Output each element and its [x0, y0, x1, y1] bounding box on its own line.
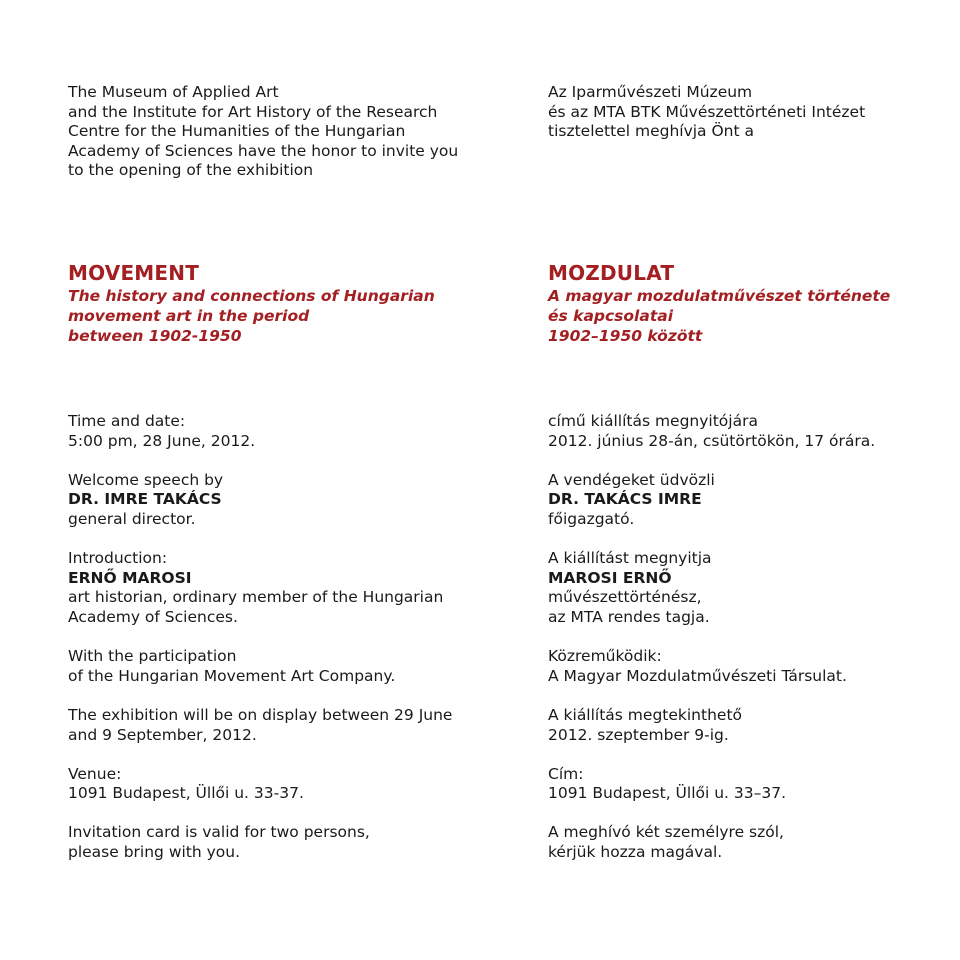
introduction-role-line: Academy of Sciences.: [68, 607, 238, 626]
introduction-role-line: art historian, ordinary member of the Hungarian: [68, 588, 444, 607]
introduction-section: [548, 549, 960, 627]
english-column: [68, 83, 488, 882]
card-note-line: A meghívó két személyre szól,: [548, 823, 784, 842]
participation-section: [68, 647, 488, 686]
time-section: [548, 412, 960, 451]
venue-address: 1091 Budapest, Üllői u. 33-37.: [68, 784, 304, 803]
venue-section: [548, 765, 960, 804]
participation-line: With the participation: [68, 647, 237, 666]
time-label: Time and date:: [68, 412, 186, 430]
display-line: and 9 September, 2012.: [68, 725, 257, 744]
intro-text: [68, 83, 488, 263]
hungarian-column: [548, 83, 960, 882]
intro-line: The Museum of Applied Art: [68, 83, 279, 101]
display-line: 2012. szeptember 9-ig.: [548, 725, 729, 744]
time-value: 5:00 pm, 28 June, 2012.: [68, 431, 256, 450]
subtitle-line: movement art in the period: [68, 307, 310, 325]
welcome-label: Welcome speech by: [68, 470, 224, 489]
introduction-label: A kiállítást megnyitja: [548, 549, 712, 568]
subtitle-line: A magyar mozdulatművészet története: [548, 287, 891, 305]
intro-line: Az Iparművészeti Múzeum: [548, 83, 753, 101]
card-note-line: Invitation card is valid for two persons,: [68, 823, 370, 842]
intro-line: és az MTA BTK Művészettörténeti Intézet: [548, 102, 866, 121]
welcome-section: [548, 471, 960, 530]
display-line: A kiállítás megtekinthető: [548, 705, 742, 724]
welcome-speaker-name: DR. TAKÁCS IMRE: [548, 490, 702, 509]
exhibition-title: MOVEMENT: [68, 261, 200, 285]
card-note-section: [548, 823, 960, 862]
welcome-speaker-name: DR. IMRE TAKÁCS: [68, 490, 222, 509]
exhibition-title-block: [68, 262, 488, 412]
introduction-speaker-name: ERNŐ MAROSI: [68, 568, 192, 587]
welcome-label: A vendégeket üdvözli: [548, 470, 715, 489]
intro-line: to the opening of the exhibition: [68, 161, 314, 180]
introduction-speaker-name: MAROSI ERNŐ: [548, 568, 672, 587]
card-note-line: please bring with you.: [68, 843, 241, 862]
participation-line: of the Hungarian Movement Art Company.: [68, 666, 396, 685]
card-note-section: [68, 823, 488, 862]
venue-section: [68, 765, 488, 804]
exhibition-subtitle: [548, 286, 960, 346]
subtitle-line: 1902–1950 között: [548, 327, 703, 345]
welcome-speaker-role: főigazgató.: [548, 509, 635, 528]
introduction-label: Introduction:: [68, 549, 168, 568]
card-note-line: kérjük hozza magával.: [548, 843, 723, 862]
display-section: [68, 706, 488, 745]
subtitle-line: és kapcsolatai: [548, 307, 674, 325]
intro-line: and the Institute for Art History of the Research: [68, 102, 438, 121]
intro-line: tisztelettel meghívja Önt a: [548, 122, 755, 141]
exhibition-subtitle: [68, 286, 488, 346]
welcome-section: [68, 471, 488, 530]
intro-line: Centre for the Humanities of the Hungarian: [68, 122, 406, 141]
participation-line: Közreműködik:: [548, 647, 662, 666]
intro-text: [548, 83, 960, 263]
venue-address: 1091 Budapest, Üllői u. 33–37.: [548, 784, 787, 803]
display-line: The exhibition will be on display between 29 June: [68, 705, 453, 724]
time-section: [68, 412, 488, 451]
subtitle-line: The history and connections of Hungarian: [68, 287, 435, 305]
time-value: 2012. június 28-án, csütörtökön, 17 órára.: [548, 431, 876, 450]
introduction-section: [68, 549, 488, 627]
participation-line: A Magyar Mozdulatművészeti Társulat.: [548, 666, 847, 685]
display-section: [548, 706, 960, 745]
introduction-role-line: művészettörténész,: [548, 588, 702, 607]
welcome-speaker-role: general director.: [68, 509, 196, 528]
participation-section: [548, 647, 960, 686]
subtitle-line: between 1902-1950: [68, 327, 242, 345]
event-details: [548, 412, 960, 863]
introduction-role-line: az MTA rendes tagja.: [548, 607, 710, 626]
exhibition-title-block: [548, 262, 960, 412]
venue-label: Cím:: [548, 764, 584, 783]
event-details: [68, 412, 488, 863]
exhibition-title: MOZDULAT: [548, 261, 675, 285]
intro-line: Academy of Sciences have the honor to invite you: [68, 141, 459, 160]
venue-label: Venue:: [68, 764, 122, 783]
time-label: című kiállítás megnyitójára: [548, 412, 758, 430]
